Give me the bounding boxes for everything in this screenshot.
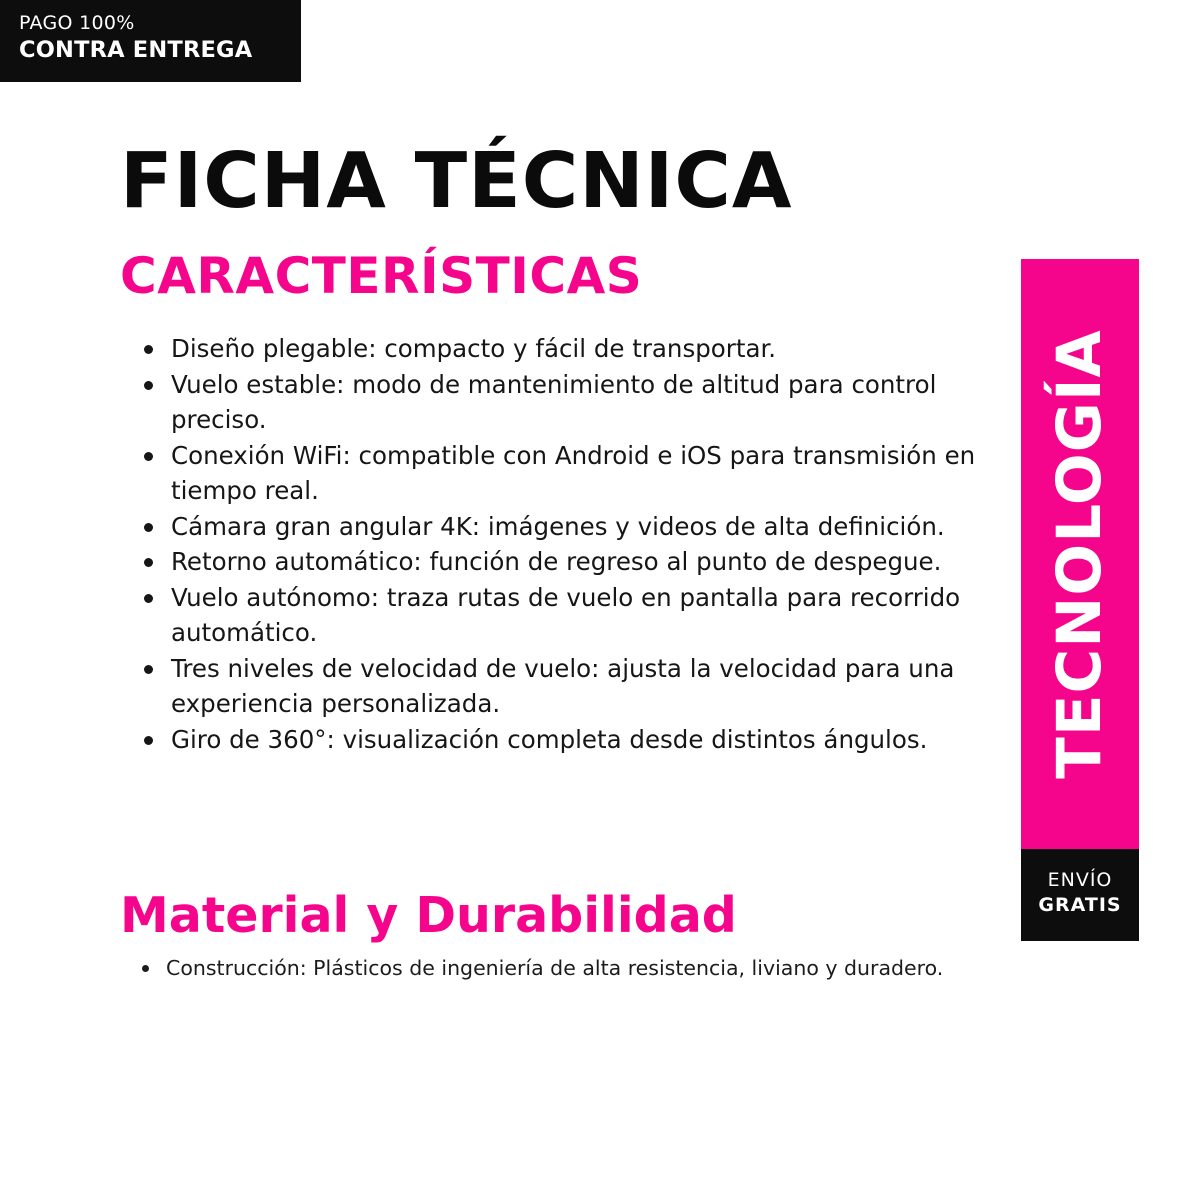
- feature-item: [140, 367, 990, 438]
- payment-badge-line1: PAGO 100%: [19, 12, 135, 34]
- shipping-badge: [1021, 849, 1139, 941]
- features-list: [140, 331, 990, 757]
- technology-banner: [1021, 259, 1139, 849]
- shipping-badge-line2: GRATIS: [1038, 894, 1122, 916]
- feature-item-text: Vuelo autónomo: traza rutas de vuelo en pantalla para recorrido automático.: [171, 582, 961, 647]
- material-item: [140, 952, 960, 984]
- material-heading: Material y Durabilidad: [120, 887, 737, 944]
- bullet-icon: [144, 345, 153, 354]
- feature-item: [140, 651, 990, 722]
- feature-item: [140, 438, 990, 509]
- payment-badge: [0, 0, 301, 82]
- technology-banner-label: TECNOLOGÍA: [1044, 329, 1115, 779]
- features-heading: CARACTERÍSTICAS: [120, 247, 643, 305]
- feature-item-text: Vuelo estable: modo de mantenimiento de altitud para control preciso.: [171, 369, 937, 434]
- bullet-icon: [144, 381, 153, 390]
- bullet-icon: [144, 452, 153, 461]
- feature-item-text: Conexión WiFi: compatible con Android e iOS para transmisión en tiempo real.: [171, 440, 976, 505]
- feature-item-text: Tres niveles de velocidad de vuelo: ajusta la velocidad para una experiencia personalizada.: [171, 653, 955, 718]
- page-title: FICHA TÉCNICA: [120, 137, 793, 226]
- feature-item: [140, 722, 990, 758]
- feature-item-text: Diseño plegable: compacto y fácil de transportar.: [171, 334, 777, 363]
- shipping-badge-line1: ENVÍO: [1047, 869, 1113, 891]
- bullet-icon: [144, 736, 153, 745]
- feature-item: [140, 509, 990, 545]
- payment-badge-line2: CONTRA ENTREGA: [19, 37, 253, 63]
- bullet-icon: [144, 523, 153, 532]
- feature-item: [140, 331, 990, 367]
- bullet-icon: [144, 594, 153, 603]
- feature-item: [140, 580, 990, 651]
- bullet-icon: [142, 965, 149, 972]
- feature-item-text: Giro de 360°: visualización completa desde distintos ángulos.: [171, 724, 928, 754]
- material-item-text: Construcción: Plásticos de ingeniería de alta resistencia, liviano y duradero.: [166, 956, 944, 980]
- bullet-icon: [144, 665, 153, 674]
- feature-item-text: Cámara gran angular 4K: imágenes y videos de alta definición.: [171, 511, 945, 541]
- material-list: [140, 952, 960, 984]
- bullet-icon: [144, 558, 153, 567]
- feature-item: [140, 544, 990, 580]
- feature-item-text: Retorno automático: función de regreso al punto de despegue.: [171, 547, 942, 576]
